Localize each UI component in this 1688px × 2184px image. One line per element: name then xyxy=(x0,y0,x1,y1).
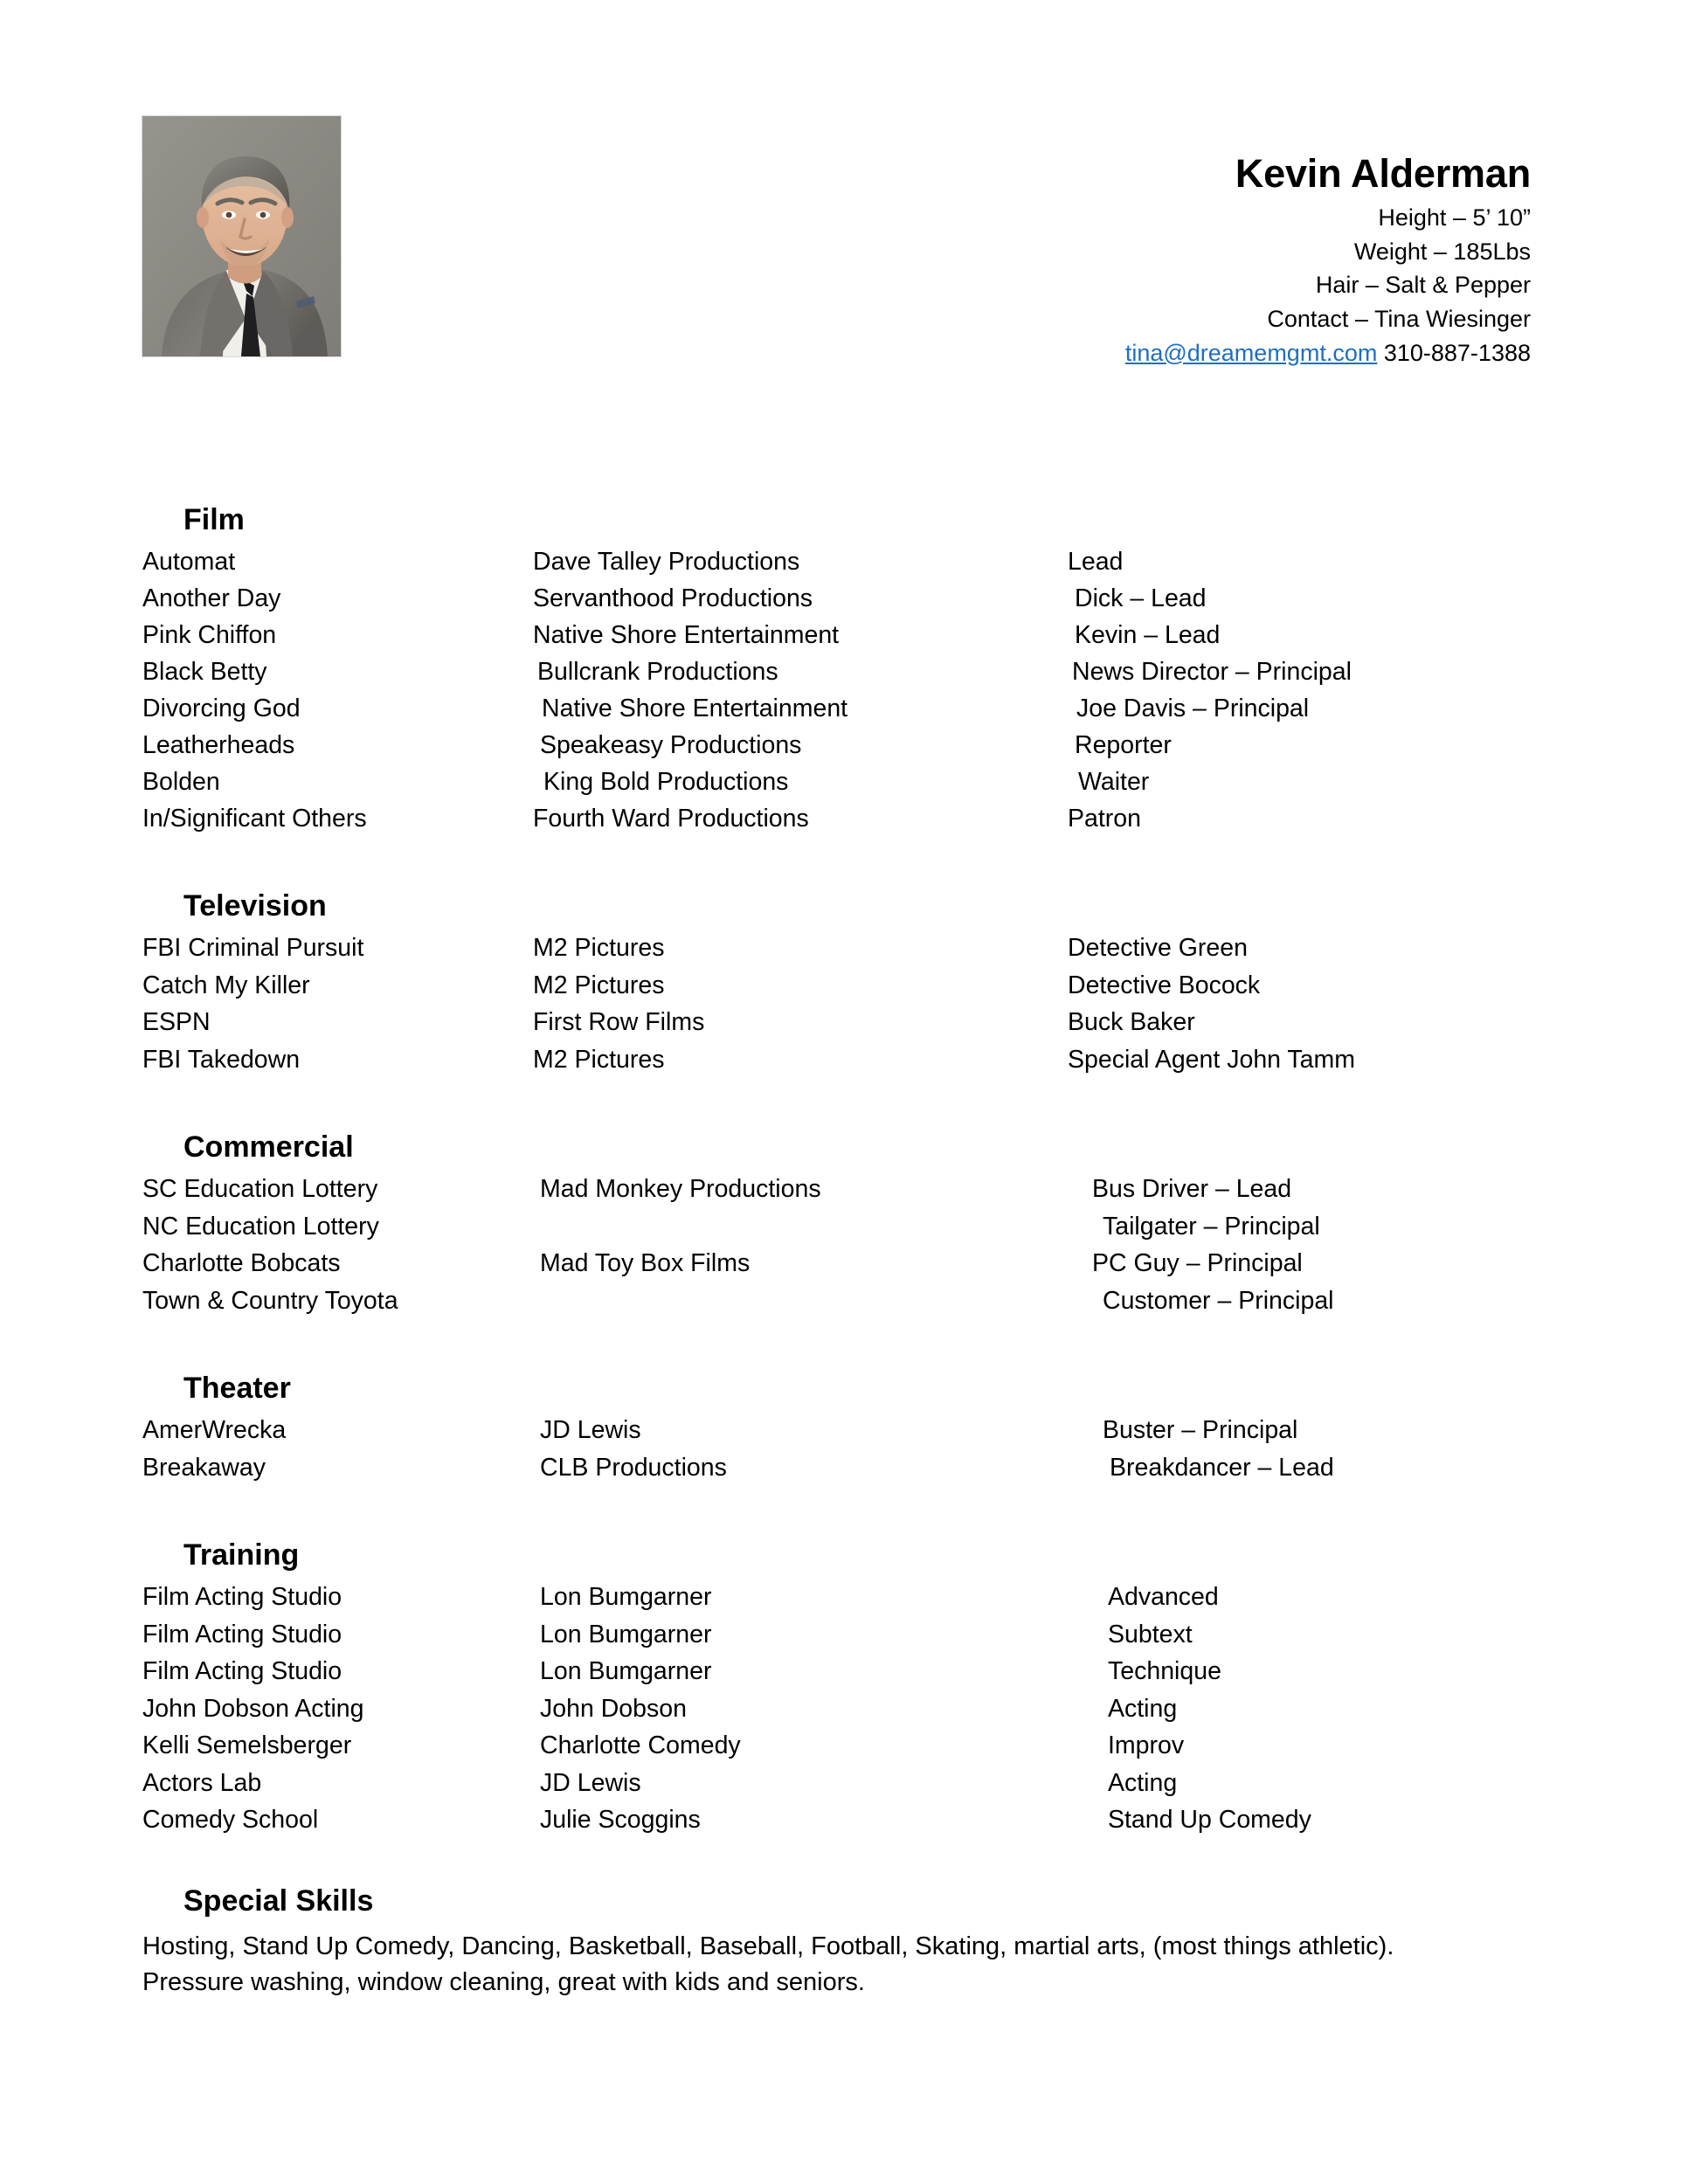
weight-line: Weight – 185Lbs xyxy=(1353,238,1531,265)
credit-rows xyxy=(0,543,1688,837)
credit-production: JD Lewis xyxy=(540,1768,641,1797)
contact-email-phone-line xyxy=(1125,336,1531,370)
credit-row xyxy=(0,1727,1688,1765)
credit-role: Detective Green xyxy=(1068,934,1248,963)
section-title-film: Film xyxy=(183,503,245,536)
special-skills-title: Special Skills xyxy=(183,1883,374,1918)
credit-production: First Row Films xyxy=(533,1008,705,1037)
credit-role: Customer – Principal xyxy=(1103,1286,1334,1315)
special-skills-section xyxy=(0,1883,1688,1997)
credit-row xyxy=(0,1282,1688,1320)
credit-role: Acting xyxy=(1108,1768,1178,1797)
credit-row xyxy=(0,1208,1688,1246)
credit-role: Technique xyxy=(1108,1657,1221,1686)
credit-production: Speakeasy Productions xyxy=(540,731,802,760)
credit-rows xyxy=(0,1412,1688,1486)
credit-title: FBI Criminal Pursuit xyxy=(142,934,364,963)
credit-production: JD Lewis xyxy=(540,1416,641,1445)
email-link[interactable]: tina@dreamemgmt.com xyxy=(1124,339,1378,366)
credit-title: Leatherheads xyxy=(142,731,295,760)
credit-row xyxy=(0,1801,1688,1839)
credit-row xyxy=(0,580,1688,617)
credit-role: Special Agent John Tamm xyxy=(1068,1045,1356,1074)
credit-row xyxy=(0,653,1688,690)
credit-title: Film Acting Studio xyxy=(142,1657,342,1686)
credit-production: Charlotte Comedy xyxy=(540,1731,741,1760)
credit-production: Julie Scoggins xyxy=(540,1806,701,1835)
credit-production: M2 Pictures xyxy=(533,934,665,963)
credit-row xyxy=(0,1171,1688,1208)
credit-production: Lon Bumgarner xyxy=(540,1620,712,1648)
credit-row xyxy=(0,764,1688,800)
credit-title: ESPN xyxy=(142,1008,211,1037)
credit-title: Film Acting Studio xyxy=(142,1583,342,1612)
credit-production: King Bold Productions xyxy=(543,768,789,797)
section-title-television: Television xyxy=(183,889,327,923)
section-film xyxy=(0,502,1688,837)
credit-title: Comedy School xyxy=(142,1806,319,1835)
credit-row xyxy=(0,1245,1688,1282)
credit-role: News Director – Principal xyxy=(1072,658,1352,687)
credit-role: Patron xyxy=(1068,805,1141,833)
credit-title: AmerWrecka xyxy=(142,1416,287,1445)
credit-title: SC Education Lottery xyxy=(142,1175,378,1204)
credit-title: Bolden xyxy=(142,768,220,797)
credit-role: Subtext xyxy=(1108,1620,1193,1648)
section-title-training: Training xyxy=(183,1538,300,1572)
credit-title: NC Education Lottery xyxy=(142,1212,379,1241)
credit-role: Reporter xyxy=(1075,731,1172,760)
credit-row xyxy=(0,800,1688,837)
resume-header xyxy=(0,0,1688,411)
actor-name: Kevin Alderman xyxy=(1235,151,1531,196)
credit-row xyxy=(0,930,1688,967)
credit-role: Improv xyxy=(1108,1731,1185,1760)
credit-role: Dick – Lead xyxy=(1075,584,1207,613)
section-training xyxy=(0,1538,1688,1839)
credit-row xyxy=(0,617,1688,653)
credit-row xyxy=(0,1041,1688,1079)
credit-row xyxy=(0,1449,1688,1487)
credit-title: In/Significant Others xyxy=(142,805,367,833)
credit-title: Automat xyxy=(142,548,236,577)
credit-production: CLB Productions xyxy=(540,1453,727,1482)
credit-title: Breakaway xyxy=(142,1453,266,1482)
credit-title: Divorcing God xyxy=(142,695,301,723)
section-title-commercial: Commercial xyxy=(183,1130,354,1164)
credit-role: PC Guy – Principal xyxy=(1092,1249,1303,1278)
credit-title: Black Betty xyxy=(142,658,267,687)
credit-production: Lon Bumgarner xyxy=(540,1657,712,1686)
credit-role: Advanced xyxy=(1108,1583,1219,1612)
credit-title: Pink Chiffon xyxy=(142,621,277,650)
height-line: Height – 5’ 10” xyxy=(1378,204,1531,232)
credit-title: FBI Takedown xyxy=(142,1045,301,1074)
credit-row xyxy=(0,543,1688,580)
credit-role: Kevin – Lead xyxy=(1075,621,1221,650)
credit-role: Buck Baker xyxy=(1068,1008,1195,1037)
header-details xyxy=(1125,150,1531,370)
credit-row xyxy=(0,967,1688,1005)
section-commercial xyxy=(0,1130,1688,1319)
credit-role: Breakdancer – Lead xyxy=(1110,1453,1334,1482)
credit-production: John Dobson xyxy=(540,1694,687,1723)
credit-production: Lon Bumgarner xyxy=(540,1583,712,1612)
credit-rows xyxy=(0,1579,1688,1839)
special-skills-body: Hosting, Stand Up Comedy, Dancing, Basketball, Baseball, Football, Skating, martial arts, (most things athletic). Pressure washing, window cleaning, great with kids and seniors. xyxy=(142,1932,1394,1997)
credit-row xyxy=(0,727,1688,764)
headshot-photo xyxy=(142,115,342,357)
credit-role: Bus Driver – Lead xyxy=(1092,1175,1292,1204)
credit-row xyxy=(0,1004,1688,1041)
credit-production: Fourth Ward Productions xyxy=(533,805,809,833)
credit-role: Joe Davis – Principal xyxy=(1076,695,1310,723)
credit-production: Dave Talley Productions xyxy=(533,548,800,577)
credit-row xyxy=(0,1653,1688,1690)
credit-role: Waiter xyxy=(1078,768,1150,797)
credit-title: Kelli Semelsberger xyxy=(142,1731,352,1760)
hair-line: Hair – Salt & Pepper xyxy=(1315,272,1531,299)
credit-rows xyxy=(0,1171,1688,1319)
section-theater xyxy=(0,1371,1688,1486)
credit-role: Acting xyxy=(1108,1694,1178,1723)
credit-production: Native Shore Entertainment xyxy=(533,621,840,650)
section-television xyxy=(0,888,1688,1078)
credit-title: Charlotte Bobcats xyxy=(142,1249,341,1278)
credit-role: Stand Up Comedy xyxy=(1108,1806,1311,1835)
credit-role: Tailgater – Principal xyxy=(1103,1212,1320,1241)
credit-production: Mad Toy Box Films xyxy=(540,1249,751,1278)
credit-row xyxy=(0,1690,1688,1728)
credit-production: Native Shore Entertainment xyxy=(542,695,848,723)
contact-line: Contact – Tina Wiesinger xyxy=(1267,305,1531,332)
credit-rows xyxy=(0,930,1688,1078)
credit-row xyxy=(0,690,1688,727)
credit-row xyxy=(0,1412,1688,1449)
credit-title: Actors Lab xyxy=(142,1768,262,1797)
credit-title: Catch My Killer xyxy=(142,971,310,999)
credit-title: Film Acting Studio xyxy=(142,1620,342,1648)
credit-production: Servanthood Productions xyxy=(533,584,813,613)
credit-production: Bullcrank Productions xyxy=(537,658,778,687)
credit-title: Another Day xyxy=(142,584,281,613)
credit-role: Buster – Principal xyxy=(1103,1416,1298,1445)
credit-production: M2 Pictures xyxy=(533,1045,665,1074)
credit-title: John Dobson Acting xyxy=(142,1694,364,1723)
credit-production: M2 Pictures xyxy=(533,971,665,999)
credit-row xyxy=(0,1616,1688,1654)
credit-role: Detective Bocock xyxy=(1068,971,1261,999)
phone-number: 310-887-1388 xyxy=(1383,339,1531,366)
section-title-theater: Theater xyxy=(183,1372,291,1405)
credit-production: Mad Monkey Productions xyxy=(540,1175,821,1204)
credit-role: Lead xyxy=(1068,548,1124,577)
credit-row xyxy=(0,1765,1688,1802)
credit-title: Town & Country Toyota xyxy=(142,1286,398,1315)
credit-row xyxy=(0,1579,1688,1616)
